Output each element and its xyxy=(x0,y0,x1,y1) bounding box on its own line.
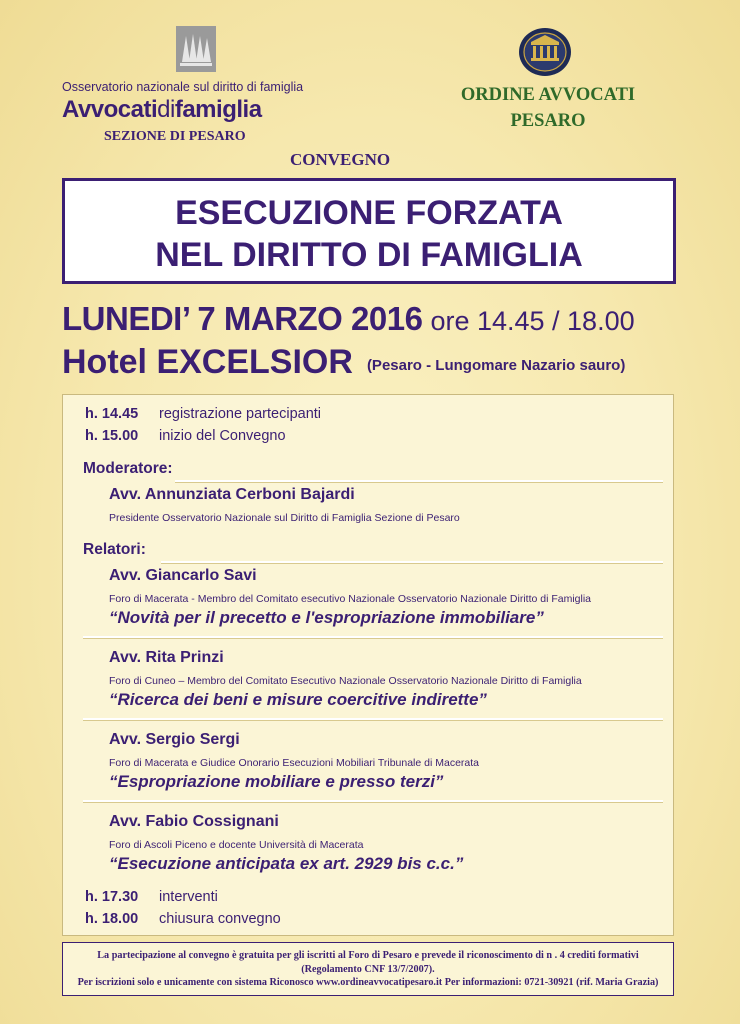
opening-time-1: h. 14.45 xyxy=(85,406,139,422)
books-logo-icon xyxy=(176,26,216,72)
event-title-box xyxy=(62,178,676,284)
opening-activity-1: registrazione partecipanti xyxy=(159,406,322,422)
moderator-name: Avv. Annunziata Cerboni Bajardi xyxy=(109,486,355,503)
moderator-description: Presidente Osservatorio Nazionale sul Diritto di Famiglia Sezione di Pesaro xyxy=(109,512,460,524)
brand-part-2: di xyxy=(157,96,175,123)
speaker-talk-title: “Ricerca dei beni e misure coercitive indirette” xyxy=(109,690,487,709)
event-venue-line xyxy=(62,343,625,382)
event-venue: Hotel EXCELSIOR xyxy=(62,343,353,381)
event-title-line-2: NEL DIRITTO DI FAMIGLIA xyxy=(155,236,583,274)
bar-association-name xyxy=(430,82,666,134)
speaker-name: Avv. Sergio Sergi xyxy=(109,731,240,748)
speaker-name: Avv. Giancarlo Savi xyxy=(109,567,257,584)
bar-association-line-1: ORDINE AVVOCATI xyxy=(460,85,636,105)
speakers-label: Relatori: xyxy=(83,541,146,558)
opening-time-2: h. 15.00 xyxy=(85,428,139,444)
footer-line-1: La partecipazione al convegno è gratuita per gli iscritti al Foro di Pesaro e prevede il riconoscimento di n . 4 crediti formativi xyxy=(97,950,639,961)
speaker-description: Foro di Macerata - Membro del Comitato esecutivo Nazionale Osservatorio Nazionale Diritto di Famiglia xyxy=(109,593,592,605)
brand-part-3: famiglia xyxy=(174,96,262,123)
speaker-description: Foro di Ascoli Piceno e docente Università di Macerata xyxy=(109,839,364,851)
speaker-talk-title: “Espropriazione mobiliare e presso terzi” xyxy=(109,772,444,791)
divider xyxy=(161,561,663,563)
speaker-name: Avv. Rita Prinzi xyxy=(109,649,224,666)
divider xyxy=(83,718,663,720)
brand-logotype xyxy=(62,96,262,124)
brand-part-1: Avvocati xyxy=(62,96,158,123)
event-kind: CONVEGNO xyxy=(290,150,391,169)
footer-line-2: (Regolamento CNF 13/7/2007). xyxy=(301,963,435,975)
divider xyxy=(83,636,663,638)
event-date: LUNEDI’ 7 MARZO 2016 xyxy=(62,300,423,337)
closing-time-2: h. 18.00 xyxy=(85,911,139,927)
program-box xyxy=(62,394,674,936)
speaker-talk-title: “Novità per il precetto e l'espropriazione immobiliare” xyxy=(109,608,544,627)
speaker-description: Foro di Cuneo – Membro del Comitato Esecutivo Nazionale Osservatorio Nazionale Diritto di Famiglia xyxy=(109,675,582,687)
event-title-line-1: ESECUZIONE FORZATA xyxy=(175,194,563,232)
speaker-name: Avv. Fabio Cossignani xyxy=(109,813,279,830)
closing-activity-1: interventi xyxy=(159,889,218,905)
closing-time-1: h. 17.30 xyxy=(85,889,139,905)
footer-line-3: Per iscrizioni solo e unicamente con sistema Riconosco www.ordineavvocatipesaro.it Per informazioni: 0721-30921 (rif. Maria Grazia) xyxy=(77,977,659,988)
observatory-name: Osservatorio nazionale sul diritto di famiglia xyxy=(62,80,304,94)
bar-association-line-2: PESARO xyxy=(510,111,586,131)
moderator-label: Moderatore: xyxy=(83,460,173,477)
footer-box xyxy=(62,942,674,996)
divider xyxy=(175,480,663,482)
event-venue-detail: (Pesaro - Lungomare Nazario sauro) xyxy=(366,357,626,374)
opening-activity-2: inizio del Convegno xyxy=(159,428,286,444)
closing-activity-2: chiusura convegno xyxy=(159,911,281,927)
speaker-description: Foro di Macerata e Giudice Onorario Esecuzioni Mobiliari Tribunale di Macerata xyxy=(109,757,480,769)
speaker-talk-title: “Esecuzione anticipata ex art. 2929 bis c.c.” xyxy=(109,854,464,873)
section-name: SEZIONE DI PESARO xyxy=(104,129,246,144)
event-date-line xyxy=(62,300,635,338)
divider xyxy=(83,800,663,802)
event-time: ore 14.45 / 18.00 xyxy=(430,306,635,336)
scales-of-justice-emblem-icon xyxy=(517,26,573,78)
